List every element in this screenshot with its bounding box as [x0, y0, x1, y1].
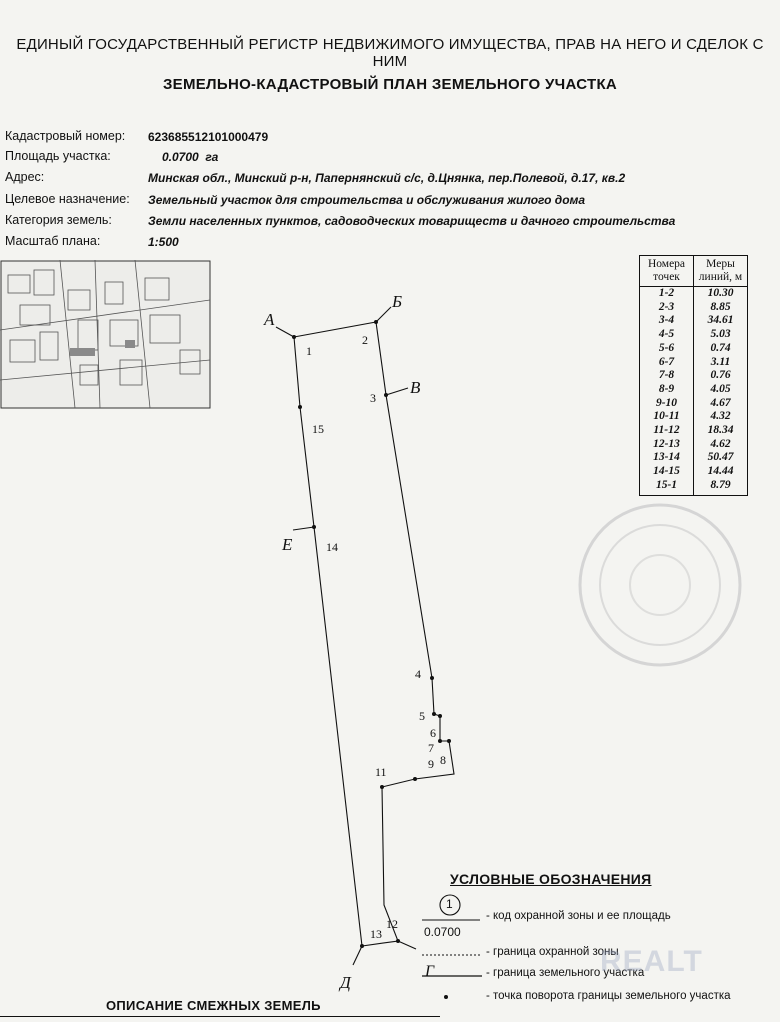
table-row: [640, 301, 748, 315]
segment-cell: 3-4: [640, 314, 694, 328]
adjacent-lands-title: ОПИСАНИЕ СМЕЖНЫХ ЗЕМЕЛЬ: [106, 998, 321, 1013]
segment-cell: 8-9: [640, 383, 694, 397]
watermark-logo: REALT: [600, 945, 703, 978]
length-cell: 34.61: [694, 314, 748, 328]
area-value: 0.0700 га: [162, 150, 219, 164]
segment-cell: 2-3: [640, 301, 694, 315]
segment-cell: 12-13: [640, 438, 694, 452]
cadastral-number-label: Кадастровый номер:: [5, 129, 126, 143]
point-letter-b: Б: [392, 292, 403, 311]
table-row: [640, 479, 748, 495]
faint-stamp-seal: [575, 500, 745, 670]
legend-item-turn-point: - точка поворота границы земельного участка: [486, 990, 731, 1002]
point-number-4: 4: [415, 667, 421, 681]
legend-item-zone-border: - граница охранной зоны: [486, 946, 619, 958]
area-label: Площадь участка:: [5, 149, 111, 163]
segment-cell: 11-12: [640, 424, 694, 438]
point-number-1: 1: [306, 344, 312, 358]
segment-cell: 4-5: [640, 328, 694, 342]
point-number-11: 11: [375, 765, 387, 779]
legend-g-letter: Г: [425, 963, 435, 980]
length-cell: 14.44: [694, 465, 748, 479]
table-row: [640, 356, 748, 370]
parcel-boundary: [294, 322, 454, 946]
purpose-value: Земельный участок для строительства и обслуживания жилого дома: [148, 193, 586, 207]
adjacent-table-top: [0, 1016, 440, 1022]
point-number-13: 13: [370, 927, 382, 941]
length-cell: 8.85: [694, 301, 748, 315]
length-cell: 18.34: [694, 424, 748, 438]
length-cell: 8.79: [694, 479, 748, 495]
point-number-9: 9: [428, 757, 434, 771]
point-number-2: 2: [362, 333, 368, 347]
point-number-6: 6: [430, 726, 436, 740]
header-point-numbers: Номера точек: [640, 256, 694, 287]
address-label: Адрес:: [5, 170, 45, 184]
length-cell: 4.62: [694, 438, 748, 452]
segment-cell: 6-7: [640, 356, 694, 370]
document-title: ЗЕМЕЛЬНО-КАДАСТРОВЫЙ ПЛАН ЗЕМЕЛЬНОГО УЧАСТКА: [162, 76, 618, 93]
point-letter-v: В: [410, 378, 421, 397]
land-category-value: Земли населенных пунктов, садоводческих товариществ и дачного строительства: [148, 214, 676, 228]
table-row: [640, 383, 748, 397]
segment-cell: 5-6: [640, 342, 694, 356]
segment-cell: 1-2: [640, 287, 694, 301]
land-category-label: Категория земель:: [5, 213, 112, 227]
length-cell: 10.30: [694, 287, 748, 301]
point-number-5: 5: [419, 709, 425, 723]
table-row: [640, 287, 748, 301]
point-letter-a: А: [264, 310, 275, 329]
length-cell: 0.74: [694, 342, 748, 356]
table-row: [640, 369, 748, 383]
length-cell: 3.11: [694, 356, 748, 370]
legend-zone-number: 1: [446, 897, 453, 911]
segment-cell: 7-8: [640, 369, 694, 383]
scale-value: 1:500: [148, 235, 179, 249]
point-letter-e: Е: [282, 535, 293, 554]
segment-cell: 13-14: [640, 451, 694, 465]
location-inset-map: [0, 260, 212, 410]
segment-cell: 10-11: [640, 410, 694, 424]
point-number-8: 8: [440, 753, 446, 767]
segment-cell: 14-15: [640, 465, 694, 479]
cadastral-number-value: 623685512101000479: [148, 130, 269, 144]
length-cell: 50.47: [694, 451, 748, 465]
table-row: [640, 314, 748, 328]
length-cell: 4.67: [694, 397, 748, 411]
point-number-3: 3: [370, 391, 376, 405]
length-cell: 0.76: [694, 369, 748, 383]
line-lengths-table: [639, 255, 748, 496]
length-cell: 5.03: [694, 328, 748, 342]
legend-item-zone-code: - код охранной зоны и ее площадь: [486, 910, 671, 922]
table-row: [640, 410, 748, 424]
point-number-7: 7: [428, 741, 434, 755]
point-letter-d: Д: [340, 973, 351, 992]
table-row: [640, 397, 748, 411]
point-number-15: 15: [312, 422, 324, 436]
table-row: [640, 328, 748, 342]
table-row: [640, 424, 748, 438]
purpose-label: Целевое назначение:: [5, 192, 130, 206]
legend-zone-area: 0.0700: [424, 925, 461, 939]
header-line-lengths: Меры линий, м: [694, 256, 748, 287]
point-number-14: 14: [326, 540, 338, 554]
table-row: [640, 438, 748, 452]
table-row: [640, 465, 748, 479]
segment-cell: 15-1: [640, 479, 694, 495]
segment-cell: 9-10: [640, 397, 694, 411]
registry-header: ЕДИНЫЙ ГОСУДАРСТВЕННЫЙ РЕГИСТР НЕДВИЖИМОГО ИМУЩЕСТВА, ПРАВ НА НЕГО И СДЕЛОК С НИМ: [16, 36, 764, 70]
address-value: Минская обл., Минский р-н, Папернянский с/с, д.Цнянка, пер.Полевой, д.17, кв.2: [148, 171, 626, 185]
table-row: [640, 342, 748, 356]
length-cell: 4.32: [694, 410, 748, 424]
length-cell: 4.05: [694, 383, 748, 397]
point-number-12: 12: [386, 917, 398, 931]
table-row: [640, 451, 748, 465]
scale-label: Масштаб плана:: [5, 234, 101, 248]
legend-item-parcel-border: - граница земельного участка: [486, 967, 645, 979]
legend-title: УСЛОВНЫЕ ОБОЗНАЧЕНИЯ: [450, 871, 652, 887]
